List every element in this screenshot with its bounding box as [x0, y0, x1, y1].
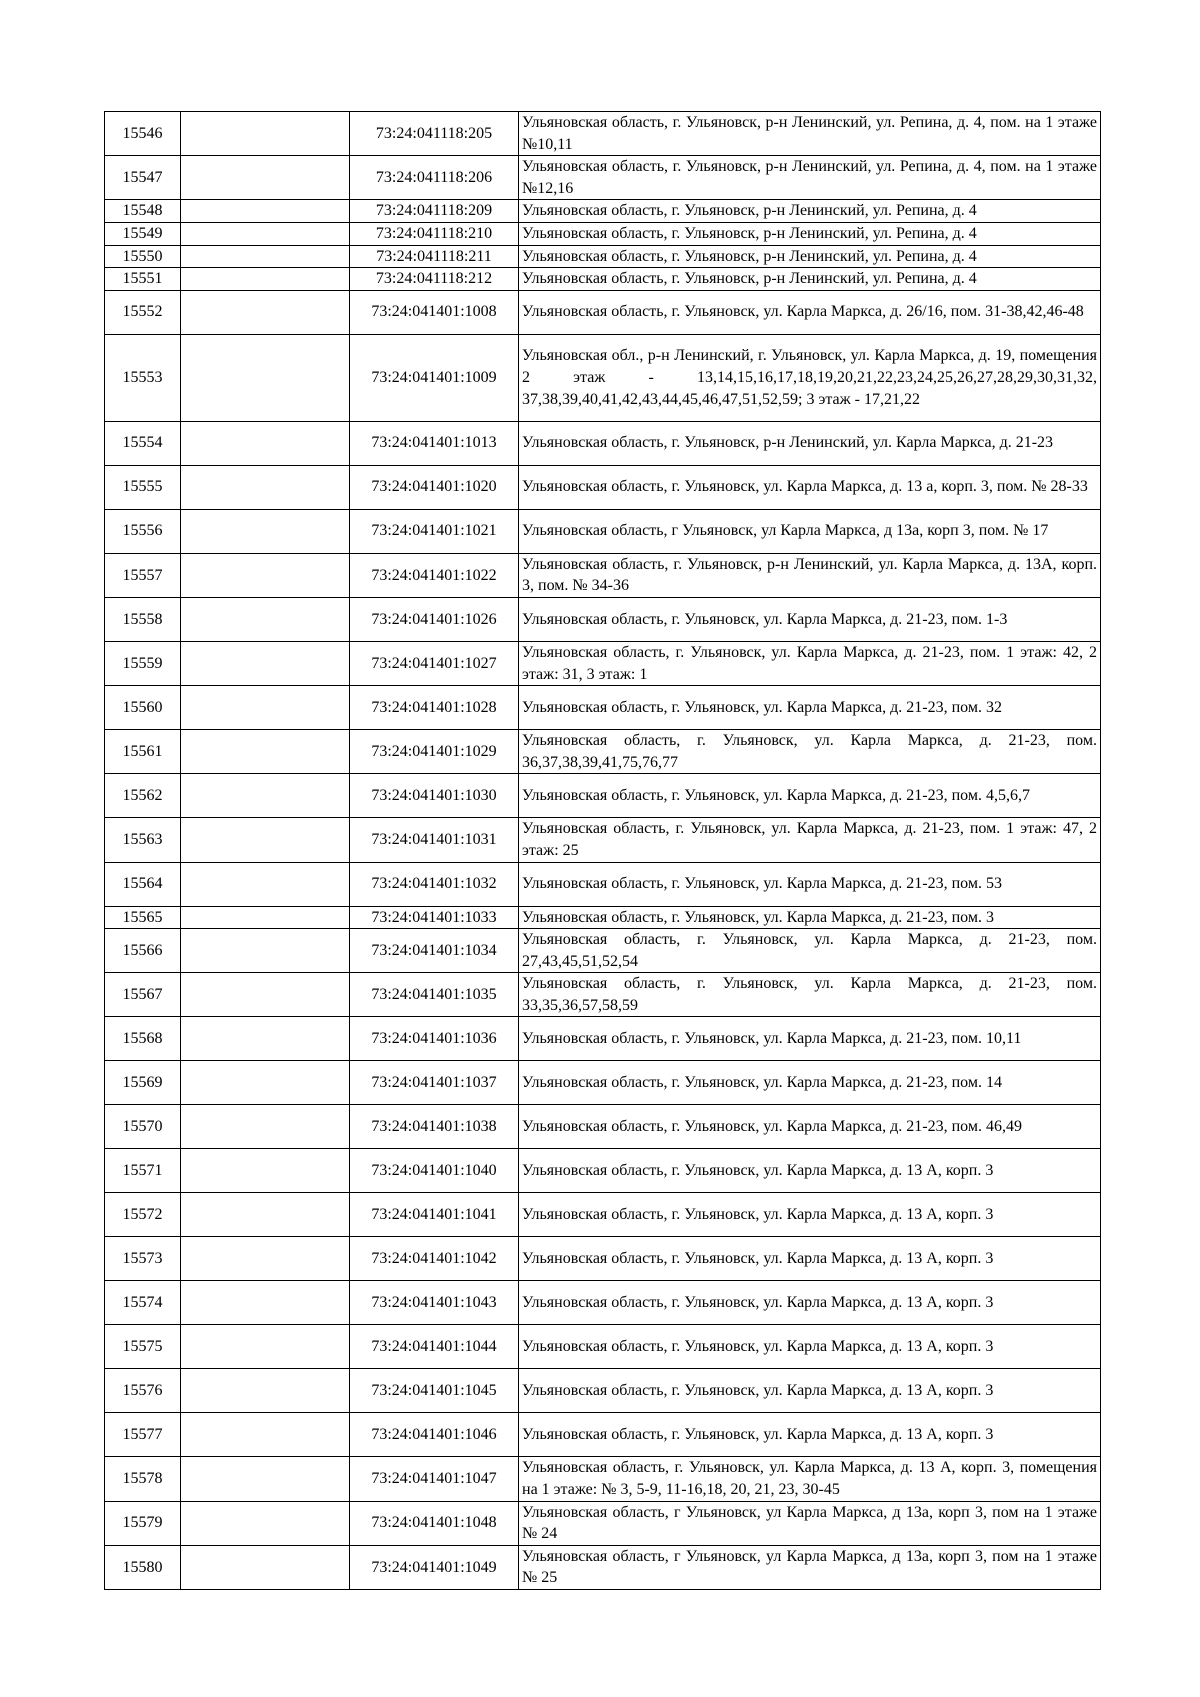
record-number-cell: 15565 — [105, 906, 181, 929]
table-row — [105, 1413, 1101, 1457]
table-row — [105, 200, 1101, 223]
address-cell: Ульяновская область, г. Ульяновск, ул. Карла Маркса, д. 21-23, пом. 36,37,38,39,41,75,76,77 — [519, 730, 1101, 774]
empty-cell — [181, 1017, 350, 1061]
table-row — [105, 1457, 1101, 1501]
record-number-cell: 15574 — [105, 1281, 181, 1325]
empty-cell — [181, 1237, 350, 1281]
address-cell: Ульяновская область, г. Ульяновск, р-н Ленинский, ул. Карла Маркса, д. 21-23 — [519, 421, 1101, 465]
record-number-cell: 15551 — [105, 268, 181, 291]
record-number-cell: 15579 — [105, 1501, 181, 1545]
address-cell: Ульяновская область, г Ульяновск, ул Карла Маркса, д 13а, корп 3, пом на 1 этаже № 25 — [519, 1545, 1101, 1589]
table-row — [105, 973, 1101, 1017]
record-number-cell: 15554 — [105, 421, 181, 465]
cadastral-number-cell: 73:24:041401:1041 — [350, 1193, 519, 1237]
record-number-cell: 15559 — [105, 641, 181, 685]
table-row — [105, 1545, 1101, 1589]
record-number-cell: 15550 — [105, 245, 181, 268]
cadastral-number-cell: 73:24:041401:1042 — [350, 1237, 519, 1281]
cadastral-number-cell: 73:24:041401:1029 — [350, 730, 519, 774]
cadastral-number-cell: 73:24:041401:1033 — [350, 906, 519, 929]
record-number-cell: 15548 — [105, 200, 181, 223]
address-cell: Ульяновская область, г. Ульяновск, ул. Карла Маркса, д. 21-23, пом. 10,11 — [519, 1017, 1101, 1061]
address-cell: Ульяновская область, г. Ульяновск, ул. Карла Маркса, д. 21-23, пом. 4,5,6,7 — [519, 774, 1101, 818]
record-number-cell: 15560 — [105, 686, 181, 730]
record-number-cell: 15558 — [105, 597, 181, 641]
empty-cell — [181, 1545, 350, 1589]
record-number-cell: 15566 — [105, 929, 181, 973]
table-row — [105, 597, 1101, 641]
cadastral-number-cell: 73:24:041401:1046 — [350, 1413, 519, 1457]
address-cell: Ульяновская область, г. Ульяновск, ул. Карла Маркса, д. 13 А, корп. 3 — [519, 1237, 1101, 1281]
record-number-cell: 15557 — [105, 553, 181, 597]
empty-cell — [181, 818, 350, 862]
address-cell: Ульяновская область, г. Ульяновск, ул. Карла Маркса, д. 21-23, пом. 1 этаж: 42, 2 этаж: 31, 3 этаж: 1 — [519, 641, 1101, 685]
cadastral-number-cell: 73:24:041401:1032 — [350, 862, 519, 906]
record-number-cell: 15547 — [105, 156, 181, 200]
record-number-cell: 15564 — [105, 862, 181, 906]
cadastral-number-cell: 73:24:041401:1043 — [350, 1281, 519, 1325]
record-number-cell: 15569 — [105, 1061, 181, 1105]
cadastral-number-cell: 73:24:041118:211 — [350, 245, 519, 268]
table-row — [105, 1105, 1101, 1149]
cadastral-number-cell: 73:24:041401:1021 — [350, 509, 519, 553]
empty-cell — [181, 1413, 350, 1457]
table-row — [105, 929, 1101, 973]
record-number-cell: 15567 — [105, 973, 181, 1017]
record-number-cell: 15549 — [105, 222, 181, 245]
cadastral-number-cell: 73:24:041118:212 — [350, 268, 519, 291]
table-row — [105, 1149, 1101, 1193]
table-row — [105, 334, 1101, 421]
address-cell: Ульяновская область, г. Ульяновск, р-н Ленинский, ул. Карла Маркса, д. 13А, корп. 3, пом. № 34-36 — [519, 553, 1101, 597]
table-row — [105, 112, 1101, 156]
record-number-cell: 15563 — [105, 818, 181, 862]
cadastral-number-cell: 73:24:041118:210 — [350, 222, 519, 245]
address-cell: Ульяновская обл., р-н Ленинский, г. Ульяновск, ул. Карла Маркса, д. 19, помещения 2 этаж - 13,14,15,16,17,18,19,20,21,22,23,24,25,26,27,28,29,30,31,32, 37,38,39,40,41,42,43,44,45,46,47,51,52,59; 3 этаж - 17,21,22 — [519, 334, 1101, 421]
table-row — [105, 862, 1101, 906]
cadastral-number-cell: 73:24:041401:1035 — [350, 973, 519, 1017]
address-cell: Ульяновская область, г. Ульяновск, р-н Ленинский, ул. Репина, д. 4, пом. на 1 этаже №10,11 — [519, 112, 1101, 156]
address-cell: Ульяновская область, г. Ульяновск, ул. Карла Маркса, д. 13 А, корп. 3 — [519, 1149, 1101, 1193]
cadastral-number-cell: 73:24:041401:1049 — [350, 1545, 519, 1589]
record-number-cell: 15546 — [105, 112, 181, 156]
empty-cell — [181, 245, 350, 268]
empty-cell — [181, 553, 350, 597]
record-number-cell: 15572 — [105, 1193, 181, 1237]
empty-cell — [181, 929, 350, 973]
table-row — [105, 553, 1101, 597]
cadastral-number-cell: 73:24:041401:1030 — [350, 774, 519, 818]
empty-cell — [181, 1149, 350, 1193]
table-row — [105, 222, 1101, 245]
address-cell: Ульяновская область, г. Ульяновск, ул. Карла Маркса, д. 13 А, корп. 3 — [519, 1369, 1101, 1413]
cadastral-number-cell: 73:24:041401:1047 — [350, 1457, 519, 1501]
empty-cell — [181, 465, 350, 509]
table-row — [105, 641, 1101, 685]
address-cell: Ульяновская область, г. Ульяновск, ул. Карла Маркса, д. 21-23, пом. 3 — [519, 906, 1101, 929]
table-row — [105, 268, 1101, 291]
cadastral-number-cell: 73:24:041401:1027 — [350, 641, 519, 685]
address-cell: Ульяновская область, г. Ульяновск, р-н Ленинский, ул. Репина, д. 4 — [519, 245, 1101, 268]
empty-cell — [181, 509, 350, 553]
cadastral-number-cell: 73:24:041401:1044 — [350, 1325, 519, 1369]
record-number-cell: 15552 — [105, 290, 181, 334]
address-cell: Ульяновская область, г. Ульяновск, ул. Карла Маркса, д. 21-23, пом. 32 — [519, 686, 1101, 730]
record-number-cell: 15578 — [105, 1457, 181, 1501]
empty-cell — [181, 973, 350, 1017]
cadastral-number-cell: 73:24:041401:1037 — [350, 1061, 519, 1105]
address-cell: Ульяновская область, г. Ульяновск, ул. Карла Маркса, д. 26/16, пом. 31-38,42,46-48 — [519, 290, 1101, 334]
address-cell: Ульяновская область, г. Ульяновск, р-н Ленинский, ул. Репина, д. 4 — [519, 222, 1101, 245]
empty-cell — [181, 730, 350, 774]
address-cell: Ульяновская область, г. Ульяновск, ул. Карла Маркса, д. 21-23, пом. 27,43,45,51,52,54 — [519, 929, 1101, 973]
address-cell: Ульяновская область, г. Ульяновск, ул. Карла Маркса, д. 21-23, пом. 53 — [519, 862, 1101, 906]
empty-cell — [181, 334, 350, 421]
address-cell: Ульяновская область, г. Ульяновск, ул. Карла Маркса, д. 21-23, пом. 33,35,36,57,58,59 — [519, 973, 1101, 1017]
empty-cell — [181, 686, 350, 730]
table-row — [105, 290, 1101, 334]
empty-cell — [181, 156, 350, 200]
empty-cell — [181, 1281, 350, 1325]
empty-cell — [181, 112, 350, 156]
address-cell: Ульяновская область, г. Ульяновск, ул. Карла Маркса, д. 13 а, корп. 3, пом. № 28-33 — [519, 465, 1101, 509]
record-number-cell: 15570 — [105, 1105, 181, 1149]
empty-cell — [181, 222, 350, 245]
table-row — [105, 1281, 1101, 1325]
address-cell: Ульяновская область, г. Ульяновск, р-н Ленинский, ул. Репина, д. 4 — [519, 200, 1101, 223]
cadastral-number-cell: 73:24:041118:209 — [350, 200, 519, 223]
registry-table-body — [105, 112, 1101, 1590]
table-row — [105, 465, 1101, 509]
cadastral-number-cell: 73:24:041401:1028 — [350, 686, 519, 730]
empty-cell — [181, 1369, 350, 1413]
cadastral-number-cell: 73:24:041401:1026 — [350, 597, 519, 641]
address-cell: Ульяновская область, г. Ульяновск, ул. Карла Маркса, д. 21-23, пом. 1-3 — [519, 597, 1101, 641]
table-row — [105, 686, 1101, 730]
address-cell: Ульяновская область, г Ульяновск, ул Карла Маркса, д 13а, корп 3, пом на 1 этаже № 24 — [519, 1501, 1101, 1545]
address-cell: Ульяновская область, г. Ульяновск, ул. Карла Маркса, д. 13 А, корп. 3 — [519, 1281, 1101, 1325]
table-row — [105, 245, 1101, 268]
cadastral-number-cell: 73:24:041118:206 — [350, 156, 519, 200]
cadastral-number-cell: 73:24:041401:1008 — [350, 290, 519, 334]
empty-cell — [181, 1061, 350, 1105]
cadastral-number-cell: 73:24:041401:1034 — [350, 929, 519, 973]
table-row — [105, 1193, 1101, 1237]
record-number-cell: 15555 — [105, 465, 181, 509]
empty-cell — [181, 774, 350, 818]
address-cell: Ульяновская область, г Ульяновск, ул Карла Маркса, д 13а, корп 3, пом. № 17 — [519, 509, 1101, 553]
empty-cell — [181, 1193, 350, 1237]
empty-cell — [181, 906, 350, 929]
address-cell: Ульяновская область, г. Ульяновск, ул. Карла Маркса, д. 21-23, пом. 46,49 — [519, 1105, 1101, 1149]
record-number-cell: 15573 — [105, 1237, 181, 1281]
registry-table — [104, 111, 1101, 1590]
cadastral-number-cell: 73:24:041401:1040 — [350, 1149, 519, 1193]
document-page — [104, 111, 1100, 1590]
table-row — [105, 421, 1101, 465]
address-cell: Ульяновская область, г. Ульяновск, ул. Карла Маркса, д. 13 А, корп. 3 — [519, 1325, 1101, 1369]
empty-cell — [181, 597, 350, 641]
cadastral-number-cell: 73:24:041401:1020 — [350, 465, 519, 509]
record-number-cell: 15571 — [105, 1149, 181, 1193]
table-row — [105, 1369, 1101, 1413]
empty-cell — [181, 200, 350, 223]
record-number-cell: 15577 — [105, 1413, 181, 1457]
empty-cell — [181, 268, 350, 291]
table-row — [105, 818, 1101, 862]
table-row — [105, 1325, 1101, 1369]
record-number-cell: 15568 — [105, 1017, 181, 1061]
cadastral-number-cell: 73:24:041401:1045 — [350, 1369, 519, 1413]
address-cell: Ульяновская область, г. Ульяновск, ул. Карла Маркса, д. 13 А, корп. 3, помещения на 1 этаже: № 3, 5-9, 11-16,18, 20, 21, 23, 30-45 — [519, 1457, 1101, 1501]
empty-cell — [181, 1325, 350, 1369]
cadastral-number-cell: 73:24:041401:1022 — [350, 553, 519, 597]
cadastral-number-cell: 73:24:041401:1048 — [350, 1501, 519, 1545]
address-cell: Ульяновская область, г. Ульяновск, р-н Ленинский, ул. Репина, д. 4 — [519, 268, 1101, 291]
record-number-cell: 15556 — [105, 509, 181, 553]
empty-cell — [181, 421, 350, 465]
empty-cell — [181, 862, 350, 906]
cadastral-number-cell: 73:24:041118:205 — [350, 112, 519, 156]
cadastral-number-cell: 73:24:041401:1038 — [350, 1105, 519, 1149]
empty-cell — [181, 641, 350, 685]
table-row — [105, 906, 1101, 929]
empty-cell — [181, 290, 350, 334]
table-row — [105, 1061, 1101, 1105]
empty-cell — [181, 1105, 350, 1149]
table-row — [105, 509, 1101, 553]
table-row — [105, 156, 1101, 200]
cadastral-number-cell: 73:24:041401:1031 — [350, 818, 519, 862]
table-row — [105, 1017, 1101, 1061]
table-row — [105, 1237, 1101, 1281]
record-number-cell: 15562 — [105, 774, 181, 818]
cadastral-number-cell: 73:24:041401:1013 — [350, 421, 519, 465]
address-cell: Ульяновская область, г. Ульяновск, ул. Карла Маркса, д. 21-23, пом. 14 — [519, 1061, 1101, 1105]
record-number-cell: 15561 — [105, 730, 181, 774]
table-row — [105, 774, 1101, 818]
address-cell: Ульяновская область, г. Ульяновск, ул. Карла Маркса, д. 21-23, пом. 1 этаж: 47, 2 этаж: 25 — [519, 818, 1101, 862]
cadastral-number-cell: 73:24:041401:1009 — [350, 334, 519, 421]
address-cell: Ульяновская область, г. Ульяновск, ул. Карла Маркса, д. 13 А, корп. 3 — [519, 1193, 1101, 1237]
record-number-cell: 15575 — [105, 1325, 181, 1369]
address-cell: Ульяновская область, г. Ульяновск, р-н Ленинский, ул. Репина, д. 4, пом. на 1 этаже №12,16 — [519, 156, 1101, 200]
cadastral-number-cell: 73:24:041401:1036 — [350, 1017, 519, 1061]
address-cell: Ульяновская область, г. Ульяновск, ул. Карла Маркса, д. 13 А, корп. 3 — [519, 1413, 1101, 1457]
empty-cell — [181, 1457, 350, 1501]
record-number-cell: 15576 — [105, 1369, 181, 1413]
record-number-cell: 15553 — [105, 334, 181, 421]
table-row — [105, 730, 1101, 774]
record-number-cell: 15580 — [105, 1545, 181, 1589]
table-row — [105, 1501, 1101, 1545]
empty-cell — [181, 1501, 350, 1545]
